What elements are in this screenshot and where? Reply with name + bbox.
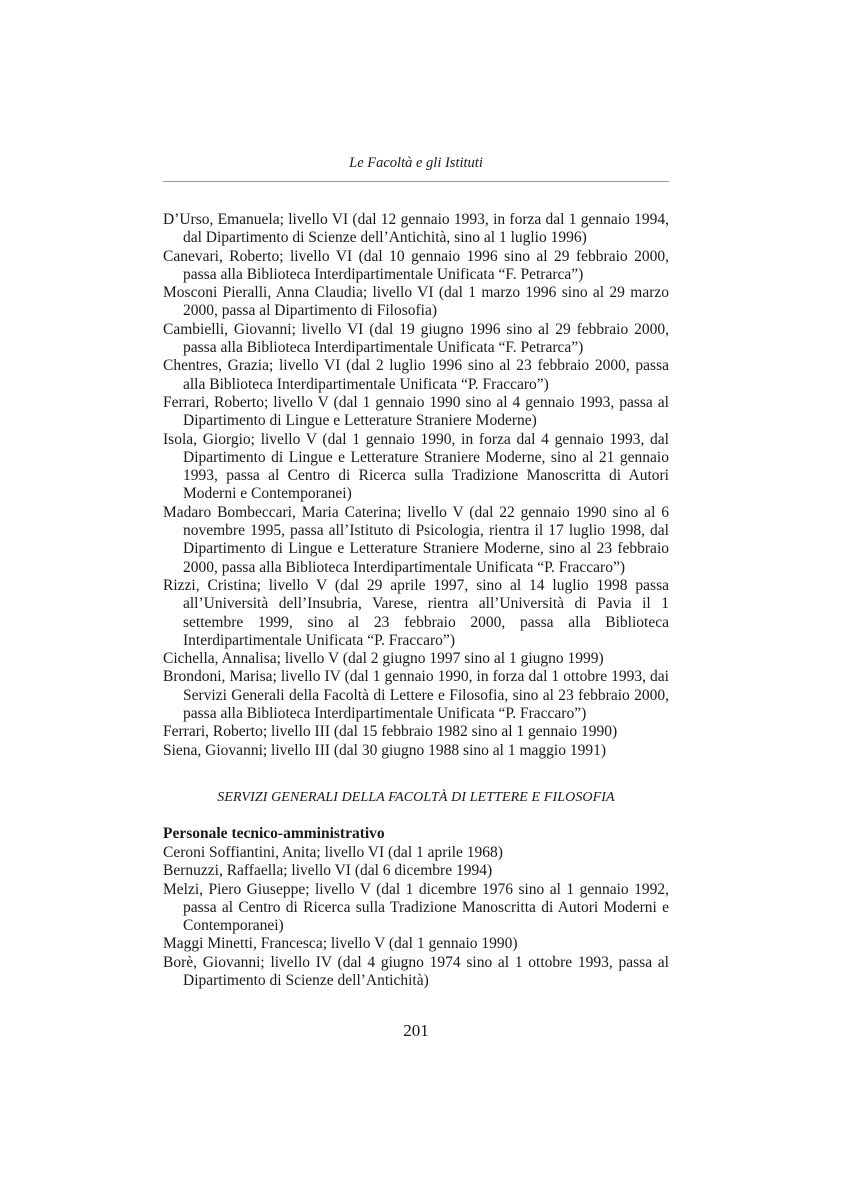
section-title: SERVIZI GENERALI DELLA FACOLTÀ DI LETTERE E FILOSOFIA (217, 789, 615, 805)
staff-entry: Maggi Minetti, Francesca; livello V (dal 1 gennaio 1990) (163, 935, 518, 953)
staff-entry: Canevari, Roberto; livello VI (dal 10 gennaio 1996 sino al 29 febbraio 2000, passa alla Biblioteca Interdipartimentale Unificata “F. Petrarca”) (163, 247, 669, 283)
section-subheading: Personale tecnico-amministrativo (163, 824, 385, 842)
staff-entry: Bernuzzi, Raffaella; livello VI (dal 6 dicembre 1994) (163, 862, 493, 880)
staff-entry: Cambielli, Giovanni; livello VI (dal 19 giugno 1996 sino al 29 febbraio 2000, passa alla Biblioteca Interdipartimentale Unificata “F. Petrarca”) (163, 320, 669, 357)
running-head: Le Facoltà e gli Istituti (349, 155, 483, 171)
page-number: 201 (403, 1021, 429, 1040)
header-rule (163, 181, 669, 182)
staff-entry: Siena, Giovanni; livello III (dal 30 giugno 1988 sino al 1 maggio 1991) (163, 741, 606, 759)
staff-entry: Madaro Bombeccari, Maria Caterina; livello V (dal 22 gennaio 1990 sino al 6 novembre 1995, passa all’Istituto di Psicologia, rientra il 17 luglio 1998, dal Dipartimento di Lingue e Letterature Straniere Moderne, sino al 23 febbraio 2000, passa alla Biblioteca Interdipartimentale Unificata “P. Fraccaro”) (163, 503, 669, 576)
page-body (163, 211, 669, 990)
staff-entry: Isola, Giorgio; livello V (dal 1 gennaio 1990, in forza dal 4 gennaio 1993, dal Dipartimento di Lingue e Letterature Straniere Moderne, sino al 21 gennaio 1993, passa al Centro di Ricerca sulla Tradizione Manoscritta di Autori Moderni e Contemporanei) (163, 430, 669, 503)
staff-entry: Borè, Giovanni; livello IV (dal 4 giugno 1974 sino al 1 ottobre 1993, passa al Dipartimento di Scienze dell’Antichità) (163, 953, 669, 989)
staff-entry: Mosconi Pieralli, Anna Claudia; livello VI (dal 1 marzo 1996 sino al 29 marzo 2000, passa al Dipartimento di Filosofia) (163, 284, 669, 320)
staff-entry: Brondoni, Marisa; livello IV (dal 1 gennaio 1990, in forza dal 1 ottobre 1993, dai Servizi Generali della Facoltà di Lettere e Filosofia, sino al 23 febbraio 2000, passa alla Biblioteca Interdipartimentale Unificata “P. Fraccaro”) (163, 668, 669, 723)
staff-entry: Cichella, Annalisa; livello V (dal 2 giugno 1997 sino al 1 giugno 1999) (163, 650, 604, 668)
staff-entry: Ferrari, Roberto; livello V (dal 1 gennaio 1990 sino al 4 gennaio 1993, passa al Dipartimento di Lingue e Letterature Straniere Moderne) (163, 393, 669, 430)
staff-entry: D’Urso, Emanuela; livello VI (dal 12 gennaio 1993, in forza dal 1 gennaio 1994, dal Dipartimento di Scienze dell’Antichità, sino al 1 luglio 1996) (163, 211, 669, 247)
staff-entry: Ferrari, Roberto; livello III (dal 15 febbraio 1982 sino al 1 gennaio 1990) (163, 723, 618, 741)
staff-entry: Melzi, Piero Giuseppe; livello V (dal 1 dicembre 1976 sino al 1 gennaio 1992, passa al Centro di Ricerca sulla Tradizione Manoscritta di Autori Moderni e Contemporanei) (163, 880, 669, 935)
staff-entry: Ceroni Soffiantini, Anita; livello VI (dal 1 aprile 1968) (163, 843, 503, 861)
staff-entry: Rizzi, Cristina; livello V (dal 29 aprile 1997, sino al 14 luglio 1998 passa all’Università dell’Insubria, Varese, rientra all’Università di Pavia il 1 settembre 1999, sino al 23 febbraio 2000, passa alla Biblioteca Interdipartimentale Unificata “P. Fraccaro”) (163, 576, 669, 649)
staff-entry: Chentres, Grazia; livello VI (dal 2 luglio 1996 sino al 23 febbraio 2000, passa alla Biblioteca Interdipartimentale Unificata “P. Fraccaro”) (163, 357, 669, 393)
